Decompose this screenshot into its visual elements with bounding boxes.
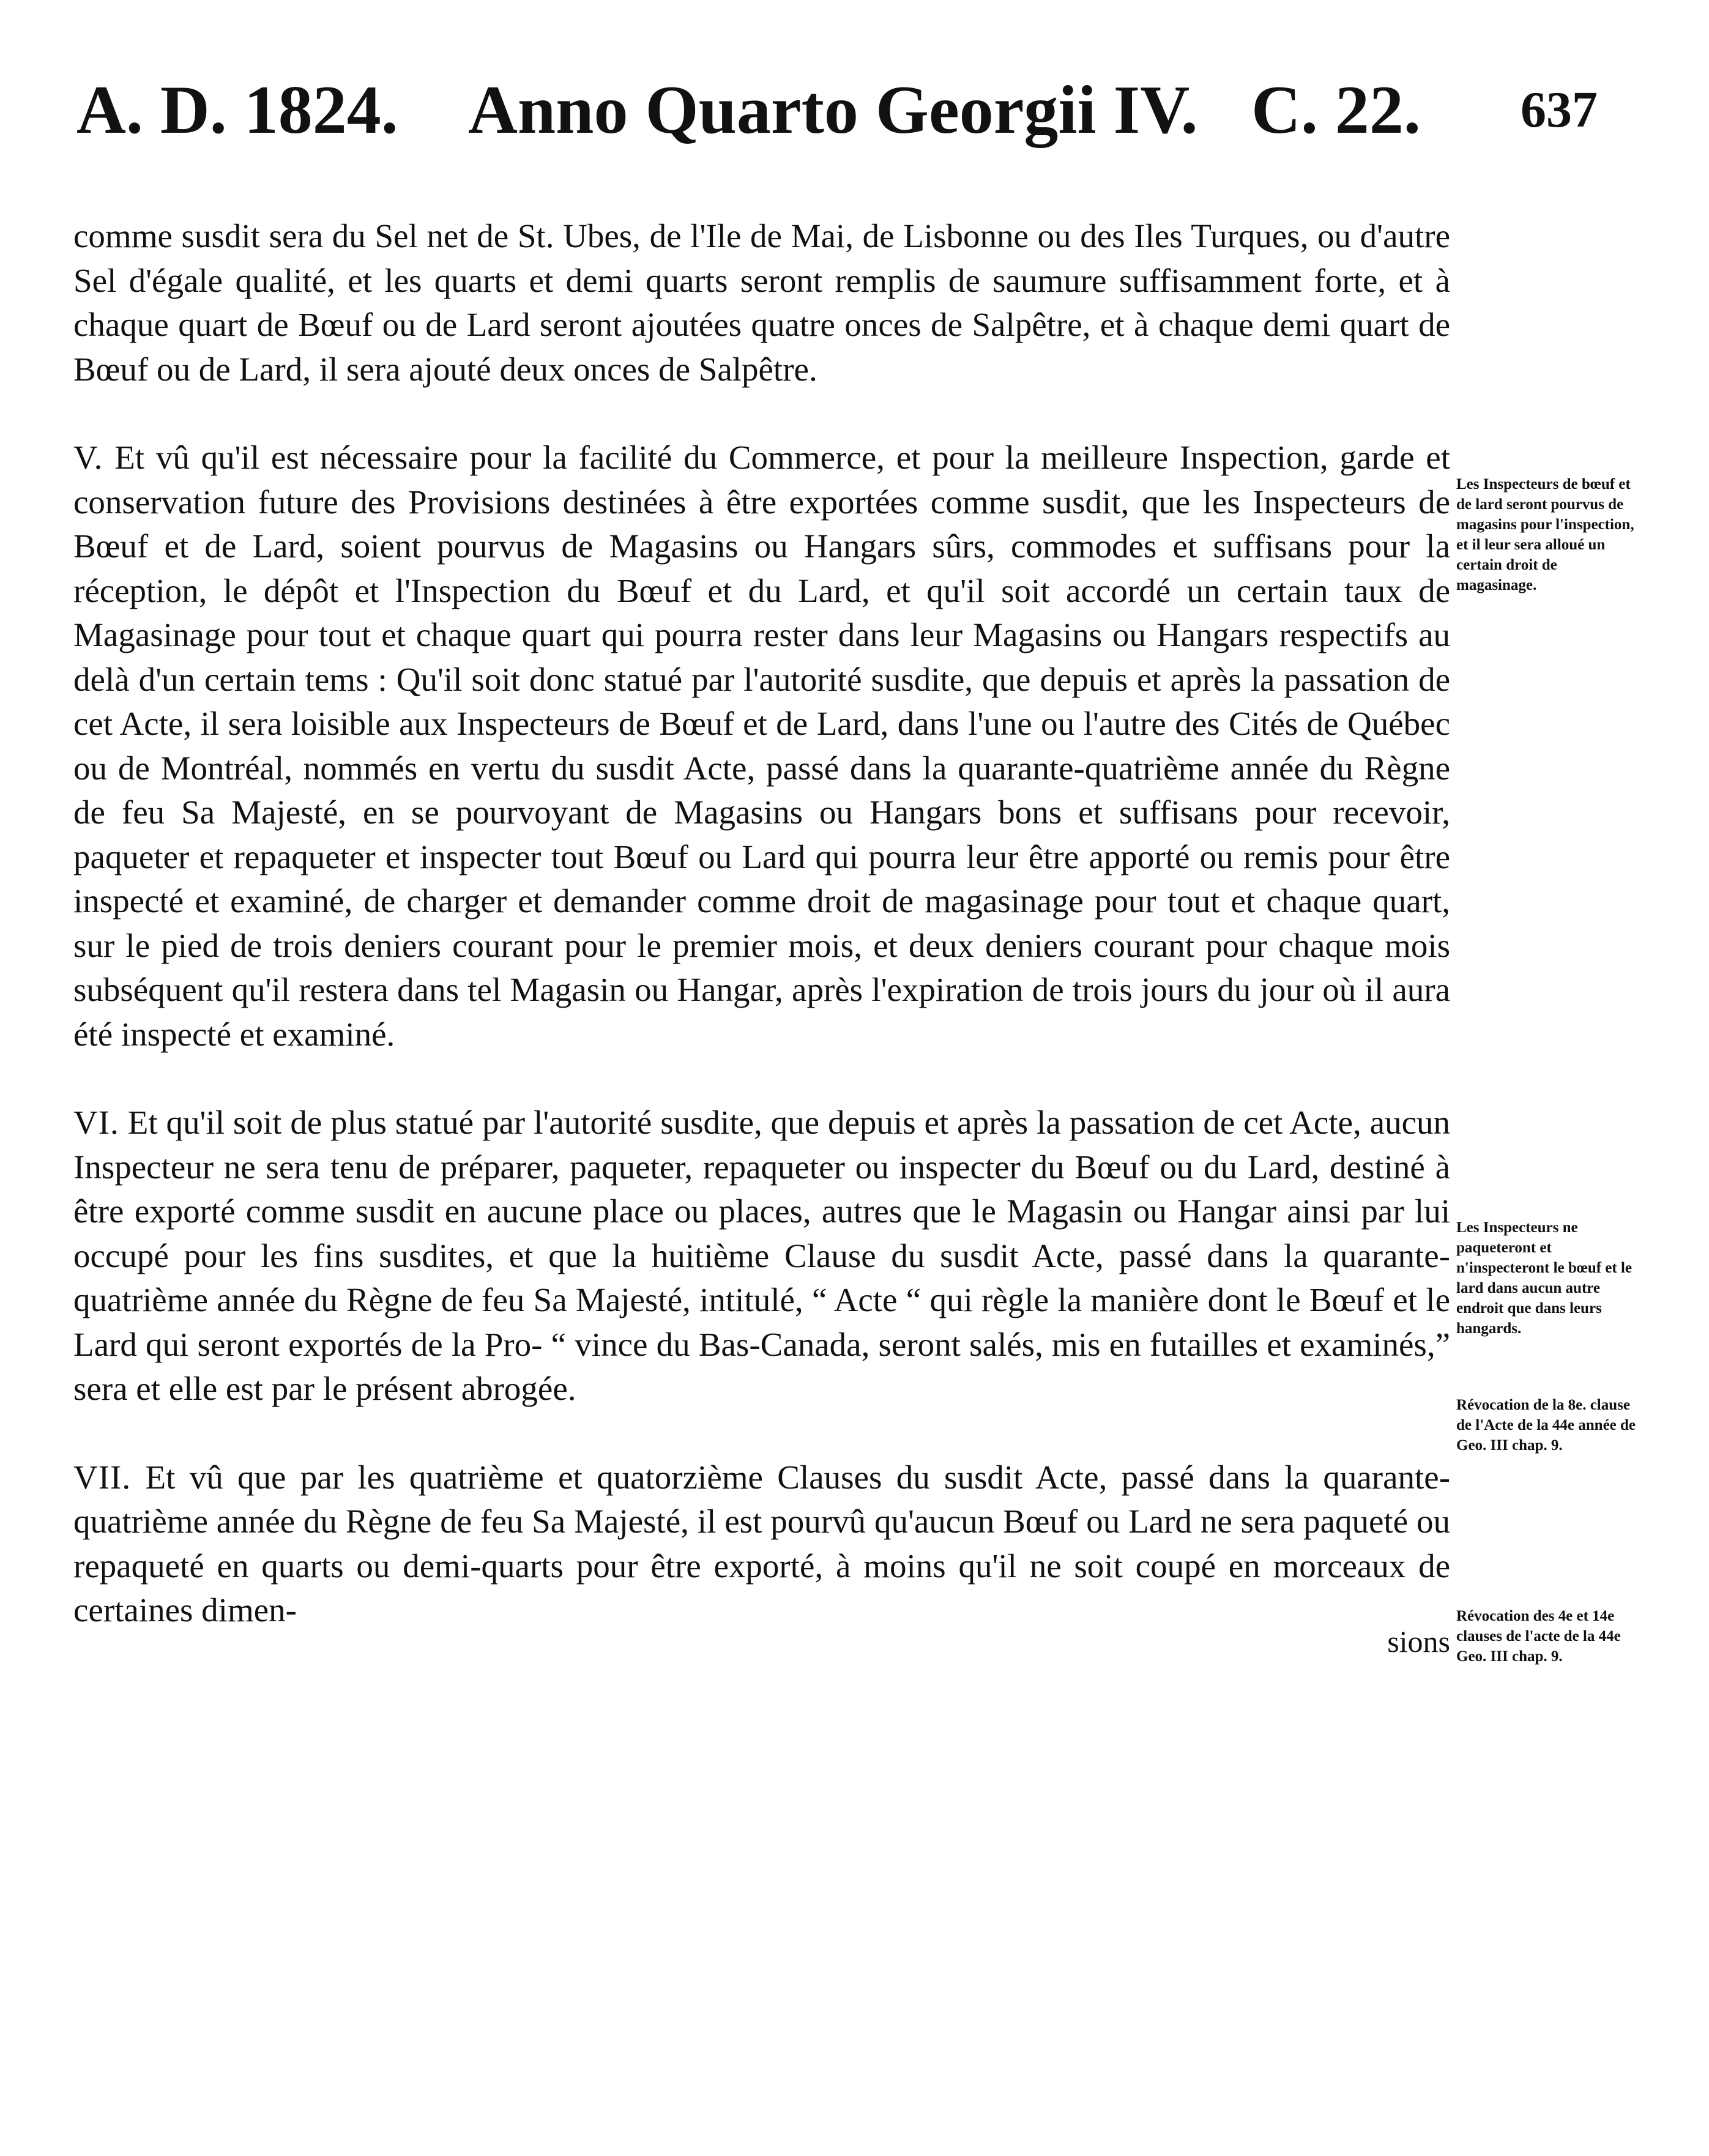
marginal-note-text: Révocation de la 8e. clause de l'Acte de la 44e année de Geo. III chap. 9. (1456, 1397, 1636, 1454)
header-chapter: C. 22. (1251, 72, 1421, 148)
page-number: 637 (1521, 81, 1598, 138)
paragraph-text: comme susdit sera du Sel net de St. Ubes, de l'Ile de Mai, de Lisbonne ou des Iles Turques, ou d'autre Sel d'égale qualité, et les quarts et demi quarts seront remplis de saumure suffisamment forte, et à chaque quart de Bœuf ou de Lard seront ajoutées quatre onces de Salpêtre, et à chaque demi quart de Bœuf ou de Lard, il sera ajouté deux onces de Salpêtre. (73, 217, 1450, 388)
section-5 (73, 436, 1450, 1057)
paragraph-text: Et vû qu'il est nécessaire pour la facilité du Commerce, et pour la meilleure Inspection, garde et conservation future des Provisions destinées à être exportées comme susdit, que les Inspecteurs de Bœuf et de Lard, soient pourvus de Magasins ou Hangars sûrs, commodes et suffisans pour la réception, le dépôt et l'Inspection du Bœuf et du Lard, et qu'il soit accordé un certain taux de Magasinage pour tout et chaque quart qui pourra rester dans leur Magasins ou Hangars respectifs au delà d'un certain tems : Qu'il soit donc statué par l'autorité susdite, que depuis et après la passation de cet Acte, il sera loisible aux Inspecteurs de Bœuf et de Lard, dans l'une ou l'autre des Cités de Québec ou de Montréal, nommés en vertu du susdit Acte, passé dans la quarante-quatrième année du Règne de feu Sa Majesté, en se pourvoyant de Magasins ou Hangars bons et suffisans pour recevoir, paqueter et repaqueter et inspecter tout Bœuf ou Lard qui pourra leur être apporté ou remis pour être inspecté et examiné, de charger et demander comme droit de magasinage pour tout et chaque quart, sur le pied de trois deniers courant pour le premier mois, et deux deniers courant pour chaque mois subséquent qu'il restera dans tel Magasin ou Hangar, après l'expiration de trois jours du jour où il aura été inspecté et examiné. (73, 439, 1450, 1053)
section-number: VI. (73, 1104, 119, 1141)
marginal-note-revocation-8th-clause (1456, 1395, 1640, 1455)
paragraph-text: Et vû que par les quatrième et quatorzième Clauses du susdit Acte, passé dans la quarante-quatrième année du Règne de feu Sa Majesté, il est pourvû qu'aucun Bœuf ou Lard ne sera paqueté ou repaqueté en quarts ou demi-quarts pour être exporté, à moins qu'il ne soit coupé en morceaux de certaines dimen- (73, 1458, 1451, 1629)
marginal-note-section-6 (1456, 1217, 1640, 1339)
paragraph-continued (73, 214, 1450, 392)
marginal-note-text: Révocation des 4e et 14e clauses de l'acte de la 44e Geo. III chap. 9. (1456, 1608, 1621, 1665)
section-7 (73, 1455, 1451, 1659)
header-title: Anno Quarto Georgii IV. (468, 72, 1198, 148)
catchword: sions (1387, 1624, 1450, 1659)
page-header (76, 61, 1625, 159)
body-text (73, 214, 1451, 1659)
marginal-note-section-5 (1456, 474, 1640, 595)
section-number: V. (73, 439, 103, 476)
marginal-note-text: Les Inspecteurs ne paqueteront et n'inspecteront le bœuf et le lard dans aucun autre endroit que dans leurs hangards. (1456, 1219, 1633, 1337)
paragraph-text: Et qu'il soit de plus statué par l'autorité susdite, que depuis et après la passation de cet Acte, aucun Inspecteur ne sera tenu de préparer, paqueter, repaqueter ou inspecter du Bœuf ou du Lard, destiné à être exporté comme susdit en aucune place ou places, autres que le Magasin ou Hangar ainsi par lui occupé pour les fins susdites, et que la huitième Clause du susdit Acte, passé dans la quarante-quatrième année du Règne de feu Sa Majesté, intitulé, “ Acte “ qui règle la manière dont le Bœuf et le Lard qui seront exportés de la Pro- “ vince du Bas-Canada, seront salés, mis en futailles et examinés,” sera et elle est par le présent abrogée. (73, 1104, 1451, 1407)
section-6 (73, 1101, 1450, 1411)
marginal-note-section-7 (1456, 1606, 1640, 1667)
header-year: A. D. 1824. (76, 72, 398, 148)
marginal-note-text: Les Inspecteurs de bœuf et de lard seront pourvus de magasins pour l'inspection, et il leur sera alloué un certain droit de magasinage. (1456, 476, 1634, 593)
section-number: VII. (73, 1458, 132, 1496)
